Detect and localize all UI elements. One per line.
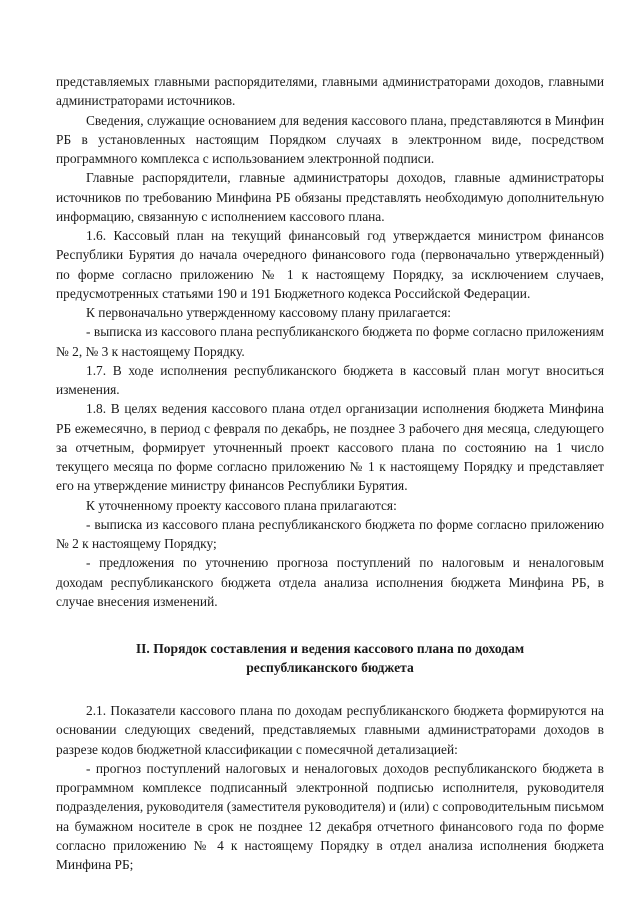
paragraph-1-8: 1.8. В целях ведения кассового плана отдел организации исполнения бюджета Минфина РБ ежемесячно, в период с февраля по декабрь, не позднее 3 рабочего дня месяца, следующего за отчетным, формирует уточненный проект кассового плана по состоянию на 1 число текущего месяца по форме согласно приложению № 1 к настоящему Порядку и представляет его на утверждение министру финансов Республики Бурятия. xyxy=(56,401,604,494)
paragraph-continuation: представляемых главными распорядителями, главными администраторами доходов, главными администраторами источников. xyxy=(56,74,604,109)
paragraph-1-7: 1.7. В ходе исполнения республиканского бюджета в кассовый план могут вноситься изменения. xyxy=(56,362,604,397)
paragraph-additional-info: Главные распорядители, главные администраторы доходов, главные администраторы источников по требованию Минфина РБ обязаны представлять необходимую дополнительную информацию, связанную с исполнением кассового плана. xyxy=(56,170,604,224)
paragraph-updated-intro: К уточненному проекту кассового плана прилагаются: xyxy=(86,497,397,513)
section-heading-line1: II. Порядок составления и ведения кассового плана по доходам xyxy=(135,641,525,656)
section-heading-line2: республиканского бюджета xyxy=(246,660,414,675)
section-heading xyxy=(56,639,604,677)
paragraph-attachment-intro: К первоначально утвержденному кассовому плану прилагается: xyxy=(86,305,451,320)
paragraph-attachment-item: - выписка из кассового плана республиканского бюджета по форме согласно приложениям № 2, № 3 к настоящему Порядку. xyxy=(56,324,604,359)
paragraph-evidence-electronic: Сведения, служащие основанием для ведения кассового плана, представляются в Минфин РБ в установленных настоящим Порядком случаях в электронном виде, посредством программного комплекса с использованием электронной подписи. xyxy=(56,112,604,166)
paragraph-updated-item-1: - выписка из кассового плана республиканского бюджета по форме согласно приложению № 2 к настоящему Порядку; xyxy=(56,516,604,551)
document-body xyxy=(56,72,604,874)
paragraph-1-6: 1.6. Кассовый план на текущий финансовый год утверждается министром финансов Республики Бурятия до начала очередного финансового года (первоначально утвержденный) по форме согласно приложению № 1 к настоящему Порядку, за исключением случаев, предусмотренных статьями 190 и 191 Бюджетного кодекса Российской Федерации. xyxy=(56,228,604,301)
paragraph-2-1: 2.1. Показатели кассового плана по доходам республиканского бюджета формируются на основании следующих сведений, представляемых главными администраторами доходов в разрезе кодов бюджетной классификации с помесячной детализацией: xyxy=(56,703,604,757)
paragraph-updated-item-2: - предложения по уточнению прогноза поступлений по налоговым и неналоговым доходам республиканского бюджета отдела анализа исполнения бюджета Минфина РБ, в случае внесения изменений. xyxy=(56,555,604,609)
paragraph-forecast-item: - прогноз поступлений налоговых и неналоговых доходов республиканского бюджета в программном комплексе подписанный электронной подписью исполнителя, руководителя подразделения, руководителя (заместителя руководителя) и (или) с сопроводительным письмом на бумажном носителе в срок не позднее 12 декабря отчетного финансового года по форме согласно приложению № 4 к настоящему Порядку в отдел анализа исполнения бюджета Минфина РБ; xyxy=(56,760,605,872)
